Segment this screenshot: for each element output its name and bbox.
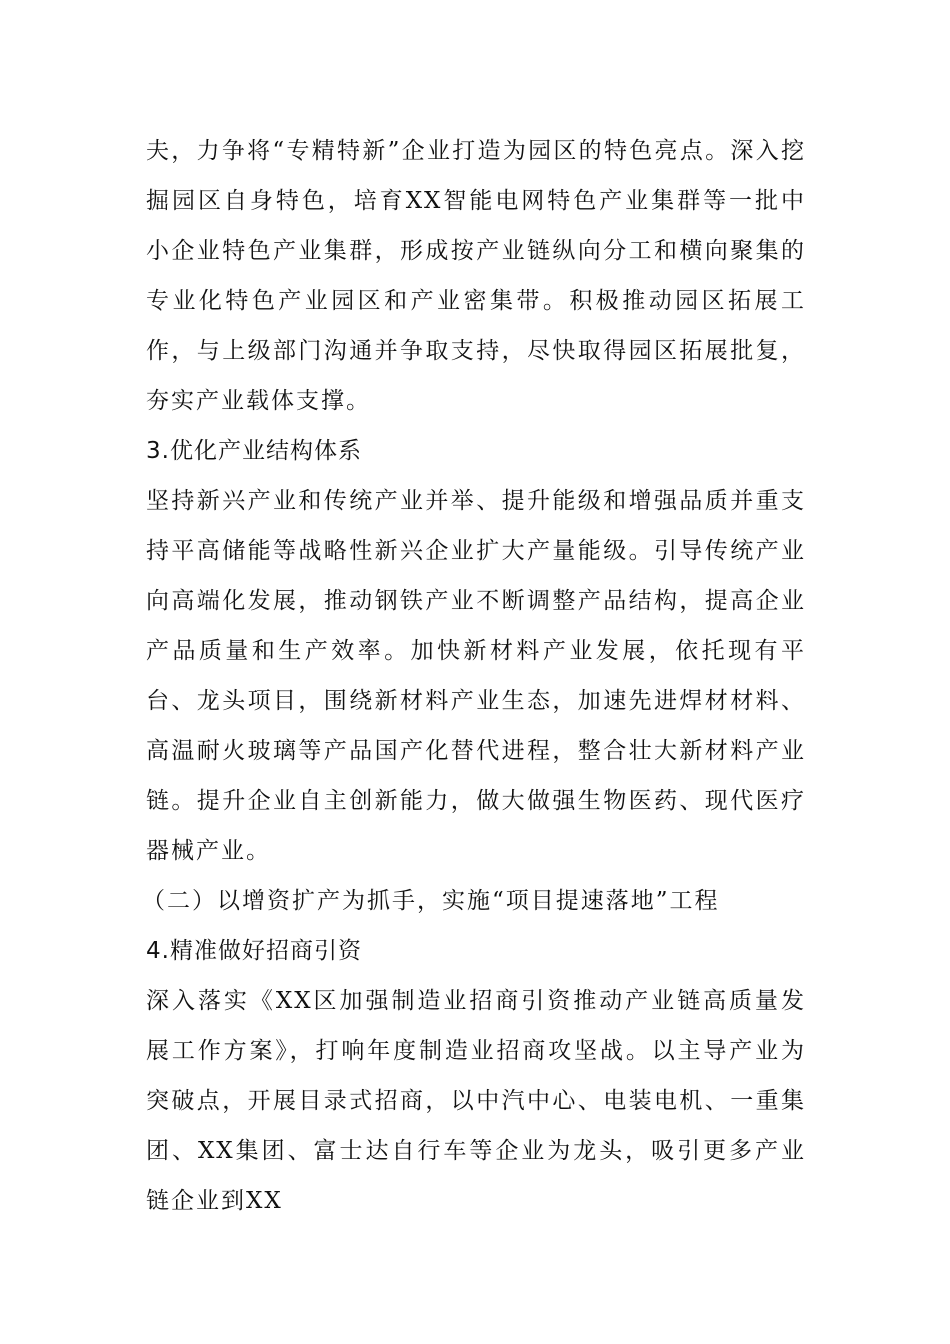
paragraph-investment-attraction: 深入落实《XX区加强制造业招商引资推动产业链高质量发展工作方案》，打响年度制造业招商攻坚战。以主导产业为突破点，开展目录式招商，以中汽中心、电装电机、一重集团、XX集团、富士达自行车等企业为龙头，吸引更多产业链企业到XX	[146, 988, 806, 1214]
section-title-project-acceleration: （二）以增资扩产为抓手，实施“项目提速落地”工程	[142, 888, 720, 914]
heading-optimize-industry-structure: 3.优化产业结构体系	[146, 438, 362, 464]
document-body	[142, 126, 806, 1226]
paragraph-park-features: 夫，力争将“专精特新”企业打造为园区的特色亮点。深入挖掘园区自身特色，培育XX智能电网特色产业集群等一批中小企业特色产业集群，形成按产业链纵向分工和横向聚集的专业化特色产业园区和产业密集带。积极推动园区拓展工作，与上级部门沟通并争取支持，尽快取得园区拓展批复，夯实产业载体支撑。	[146, 138, 806, 414]
heading-investment-attraction: 4.精准做好招商引资	[146, 938, 362, 964]
paragraph-industry-structure: 坚持新兴产业和传统产业并举、提升能级和增强品质并重支持平高储能等战略性新兴企业扩大产量能级。引导传统产业向高端化发展，推动钢铁产业不断调整产品结构，提高企业产品质量和生产效率。加快新材料产业发展，依托现有平台、龙头项目，围绕新材料产业生态，加速先进焊材材料、高温耐火玻璃等产品国产化替代进程，整合壮大新材料产业链。提升企业自主创新能力，做大做强生物医药、现代医疗器械产业。	[146, 488, 806, 864]
